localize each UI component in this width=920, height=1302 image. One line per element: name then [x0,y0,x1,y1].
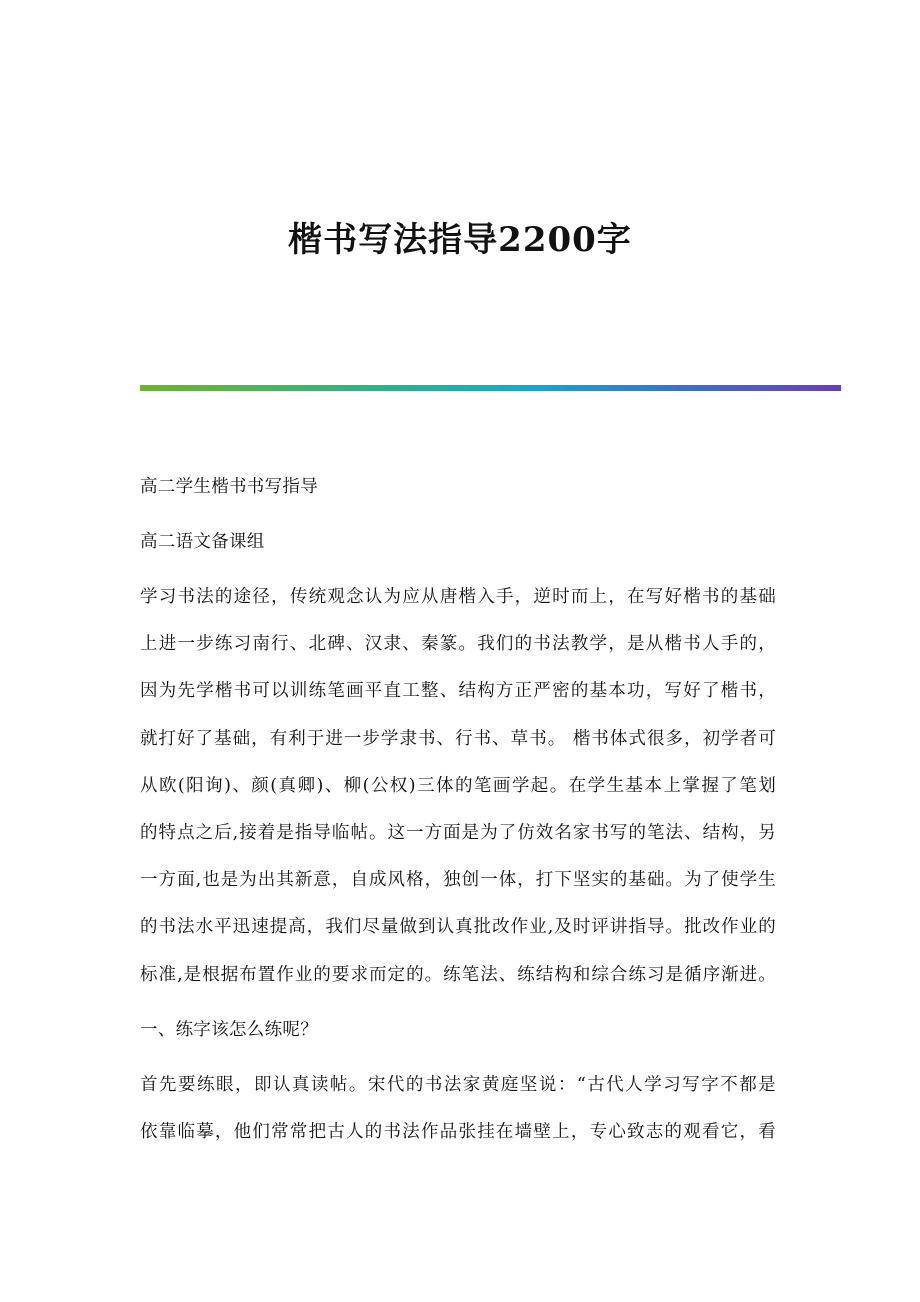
paragraph-line: 因为先学楷书可以训练笔画平直工整、结构方正严密的基本功，写好了楷书， [140,681,776,702]
document-title: 楷书写法指导2200字 [288,220,632,260]
paragraph-line: 依靠临摹，他们常常把古人的书法作品张挂在墙壁上，专心致志的观看它，看 [140,1121,776,1142]
paragraph-2 [140,1070,776,1147]
paragraph-line: 就打好了基础，有利于进一步学隶书、行书、草书。 楷书体式很多，初学者可 [140,728,776,749]
paragraph-line: 首先要练眼，即认真读帖。宋代的书法家黄庭坚说：“古代人学习写字不都是 [140,1074,776,1095]
author-line: 高二语文备课组 [140,532,265,552]
paragraph-line: 一方面,也是为出其新意，自成风格，独创一体，打下坚实的基础。为了使学生 [140,870,776,891]
section-heading: 一、练字该怎么练呢？ [140,1019,318,1040]
paragraph-line: 标准,是根据布置作业的要求而定的。练笔法、练结构和综合练习是循序渐进。 [140,964,776,985]
paragraph-line: 的书法水平迅速提高，我们尽量做到认真批改作业,及时评讲指导。批改作业的 [140,917,776,938]
paragraph-line: 上进一步练习南行、北碑、汉隶、秦篆。我们的书法教学，是从楷书人手的， [140,634,776,655]
paragraph-line: 学习书法的途径，传统观念认为应从唐楷入手，逆时而上，在写好楷书的基础 [140,587,776,607]
subtitle: 高二学生楷书书写指导 [140,477,318,497]
paragraph-1 [140,582,776,990]
paragraph-line: 的特点之后,接着是指导临帖。这一方面是为了仿效名家书写的笔法、结构，另 [140,822,776,843]
paragraph-line: 从欧(阳询)、颜(真卿)、柳(公权)三体的笔画学起。在学生基本上掌握了笔划 [140,775,776,796]
gradient-divider [140,385,841,391]
document-body [140,472,776,1172]
